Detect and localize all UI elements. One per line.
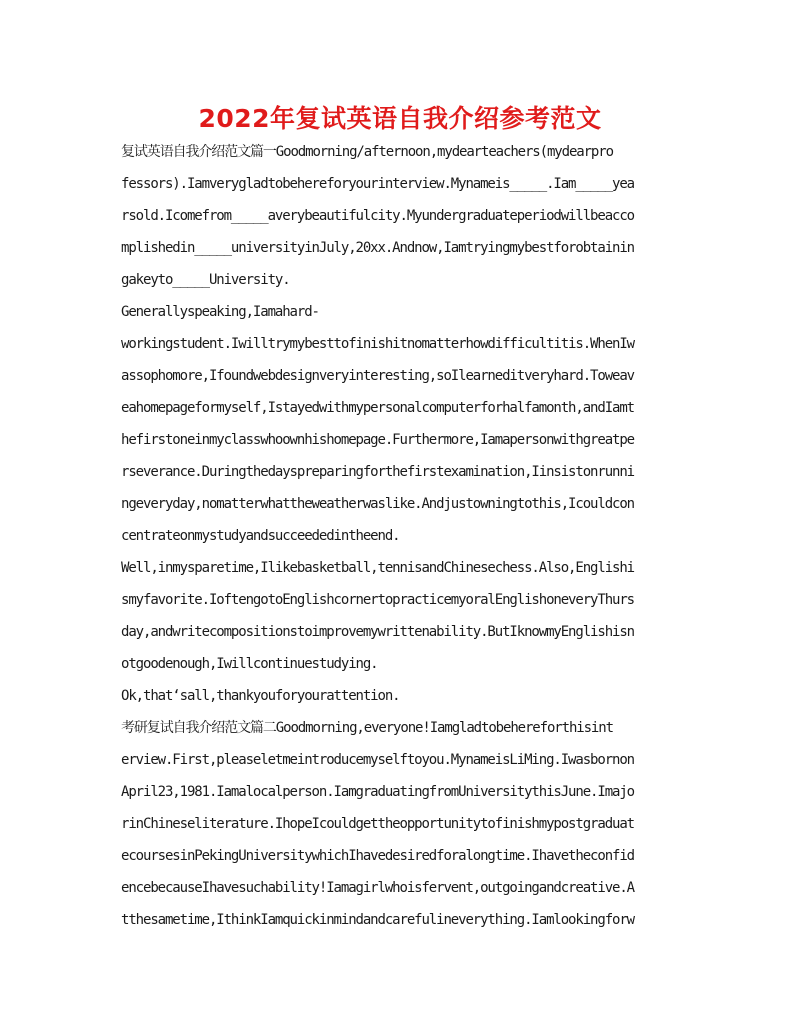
text-line: otgoodenough,Iwillcontinuestudying. bbox=[121, 656, 378, 672]
text-line: ecoursesinPekingUniversitywhichIhavedesiredforalongtime.Ihavetheconfid bbox=[121, 848, 635, 864]
text-line: fessors).Iamverygladtobehereforyourinterview.Mynameis_____.Iam_____yea bbox=[121, 176, 635, 192]
text-line: erview.First,pleaseletmeintroducemyselftoyou.MynameisLiMing.Iwasbornon bbox=[121, 752, 635, 768]
document-body bbox=[121, 136, 681, 936]
text-line: smyfavorite.IoftengotoEnglishcornertopracticemyoralEnglishoneveryThurs bbox=[121, 592, 635, 608]
text-line: 复试英语自我介绍范文篇一Goodmorning/afternoon,mydearteachers(mydearpro bbox=[121, 144, 613, 160]
text-line: assophomore,Ifoundwebdesignveryinteresting,soIlearneditveryhard.Toweav bbox=[121, 368, 635, 384]
text-line: eahomepageformyself,Istayedwithmypersonalcomputerforhalfamonth,andIamt bbox=[121, 400, 635, 416]
text-line: tthesametime,IthinkIamquickinmindandcarefulineverything.Iamlookingforw bbox=[121, 912, 635, 928]
text-line: Well,inmysparetime,Ilikebasketball,tennisandChinesechess.Also,Englishi bbox=[121, 560, 635, 576]
text-line: mplishedin_____universityinJuly,20xx.Andnow,Iamtryingmybestforobtainin bbox=[121, 240, 635, 256]
text-line: rsold.Icomefrom_____averybeautifulcity.Myundergraduateperiodwillbeacco bbox=[121, 208, 635, 224]
text-line: day,andwritecompositionstoimprovemywrittenability.ButIknowmyEnglishisn bbox=[121, 624, 635, 640]
text-line: centrateonmystudyandsucceededintheend. bbox=[121, 528, 400, 544]
text-line: 考研复试自我介绍范文篇二Goodmorning,everyone!Iamgladtobehereforthisint bbox=[121, 720, 613, 736]
text-line: Ok,that‘sall,thankyouforyourattention. bbox=[121, 688, 400, 704]
text-line: encebecauseIhavesuchability!Iamagirlwhoisfervent,outgoingandcreative.A bbox=[121, 880, 635, 896]
document-title: 2022年复试英语自我介绍参考范文 bbox=[198, 104, 602, 133]
text-line: hefirstoneinmyclasswhoownhishomepage.Furthermore,Iamapersonwithgreatpe bbox=[121, 432, 635, 448]
text-line: gakeyto_____University. bbox=[121, 272, 290, 288]
text-line: workingstudent.Iwilltrymybesttofinishitnomatterhowdifficultitis.WhenIw bbox=[121, 336, 635, 352]
text-line: Generallyspeaking,Iamahard- bbox=[121, 304, 319, 320]
text-line: rseverance.Duringthedayspreparingforthefirstexamination,Iinsistonrunni bbox=[121, 464, 635, 480]
text-line: ngeveryday,nomatterwhattheweatherwaslike.Andjustowningtothis,Icouldcon bbox=[121, 496, 635, 512]
text-line: April23,1981.Iamalocalperson.IamgraduatingfromUniversitythisJune.Imajo bbox=[121, 784, 635, 800]
text-line: rinChineseliterature.IhopeIcouldgettheopportunitytofinishmypostgraduat bbox=[121, 816, 635, 832]
